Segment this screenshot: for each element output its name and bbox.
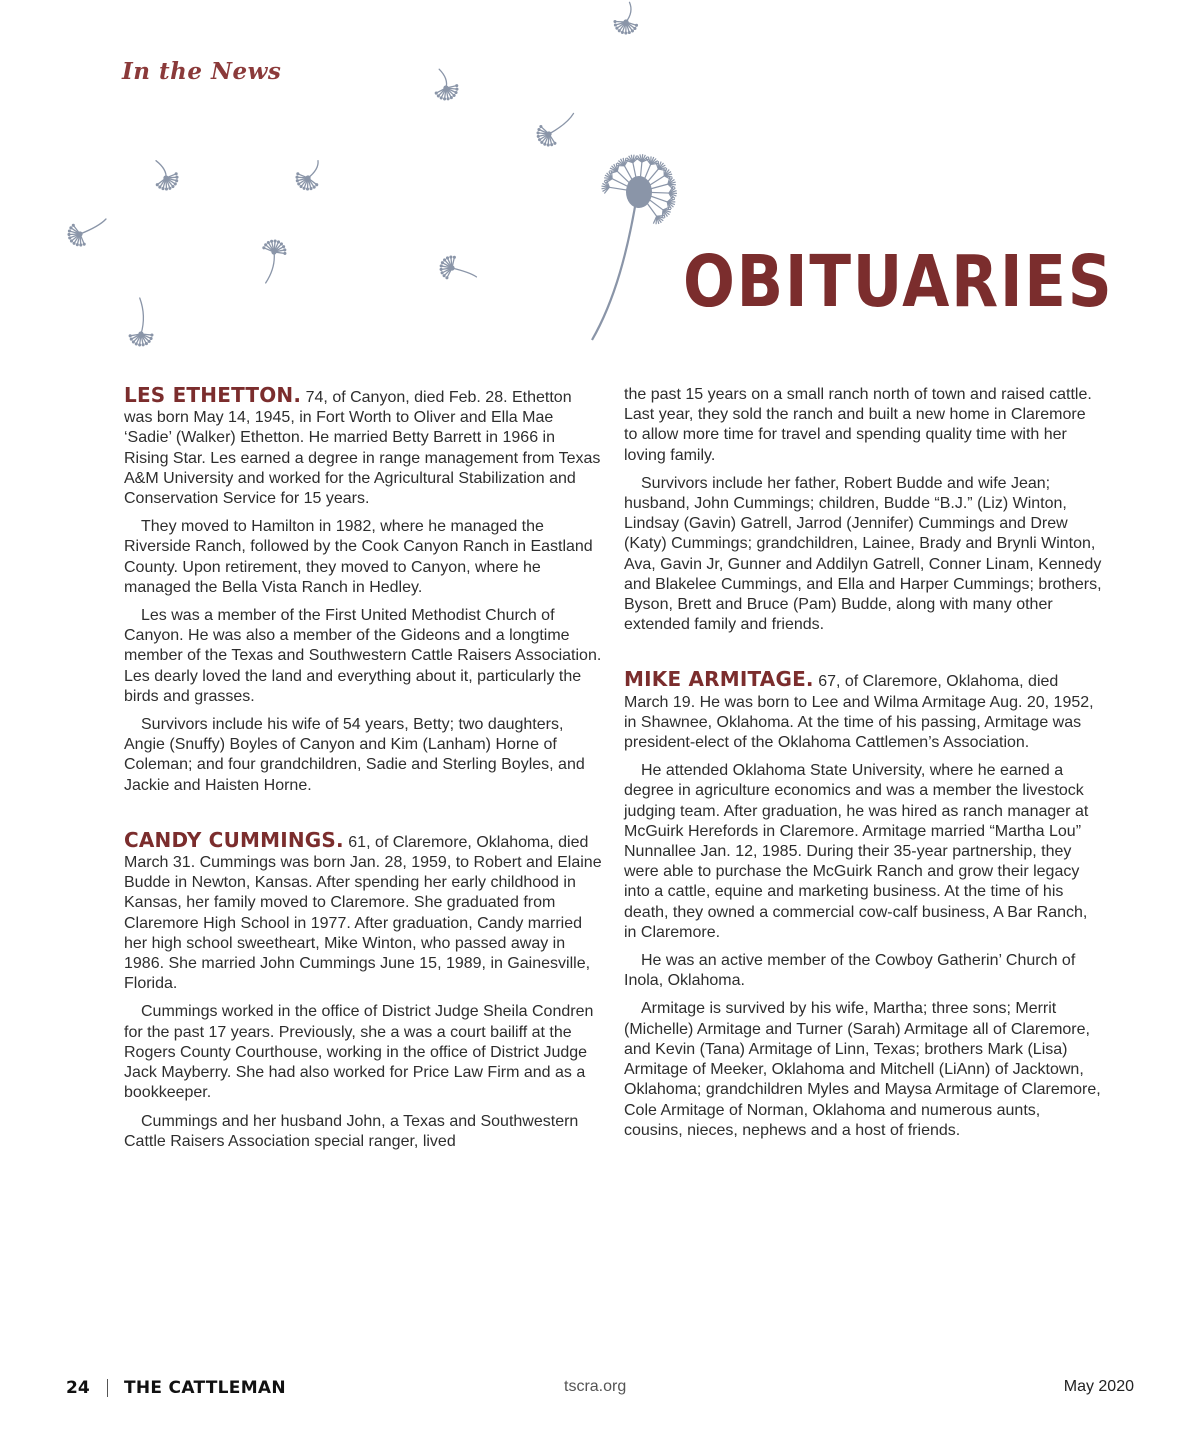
website-link[interactable]: tscra.org [564, 1378, 627, 1395]
dandelion-flower-icon [592, 154, 677, 340]
dandelion-seed-icon [129, 298, 153, 346]
obituary-les-ethetton [124, 385, 602, 509]
dandelion-seed-icon [68, 219, 106, 246]
paragraph: He was an active member of the Cowboy Gatherin’ Church of Inola, Oklahoma. [624, 952, 1076, 990]
paragraph: Cummings and her husband John, a Texas and Southwestern Cattle Raisers Association special ranger, lived [124, 1112, 579, 1150]
dandelion-seed-icon [537, 113, 573, 145]
left-column [124, 385, 602, 1160]
footer-divider [107, 1379, 108, 1397]
dandelion-seed-icon [614, 2, 637, 34]
paragraph: Armitage is survived by his wife, Martha; three sons; Merrit (Michelle) Armitage and Turner (Sarah) Armitage all of Claremore, and Kevin (Tana) Armitage of Linn, Texas; brothers Mark (Lisa) Armitage of Meeker, Oklahoma and Mitchell (LiAnn) of Jacktown, Oklahoma; grandchildren Myles and Maysa Armitage of Claremore, Cole Armitage of Norman, Oklahoma and numerous aunts, cousins, nieces, nephews and a host of friends. [624, 1000, 1101, 1139]
dandelion-seed-icon [263, 240, 286, 283]
paragraph-text: 67, of Claremore, Oklahoma, died March 19. He was born to Lee and Wilma Armitage Aug. 20, 1952, in Shawnee, Oklahoma. At the time of his passing, Armitage was president-elect of the Oklahoma Cattlemen’s Association. [624, 673, 1094, 752]
paragraph: Survivors include his wife of 54 years, Betty; two daughters, Angie (Snuffy) Boyles of Canyon and Kim (Lanham) Horne of Coleman; and four grandchildren, Sadie and Sterling Boyles, and Jackie and Haisten Horne. [124, 716, 585, 794]
obituary-candy-cummings [124, 827, 602, 995]
magazine-name: THE CATTLEMAN [124, 1378, 286, 1398]
paragraph: Les was a member of the First United Methodist Church of Canyon. He was also a member of the Gideons and a longtime member of the Texas and Southwestern Cattle Raisers Association. Les dearly loved the land and everything about it, particularly the birds and grasses. [124, 607, 602, 705]
page-title: OBITUARIES [683, 240, 1114, 323]
section-kicker: In the News [122, 58, 282, 85]
right-column [624, 385, 1102, 1149]
issue-date: May 2020 [1063, 1378, 1134, 1395]
paragraph: Survivors include her father, Robert Budde and wife Jean; husband, John Cummings; children, Budde “B.J.” (Liz) Winton, Lindsay (Gavin) Gatrell, Jarrod (Jennifer) Cummings and Drew (Katy) Cummings; grandchildren, Lainee, Brady and Brynli Winton, Ava, Gavin Jr, Gunner and Addilyn Gatrell, Conner Linam, Kennedy and Blakelee Cummings, and Ella and Harper Cummings; brothers, Byson, Brett and Bruce (Pam) Budde, along with many other extended family and friends. [624, 474, 1102, 634]
dandelion-seed-icon [440, 256, 476, 279]
paragraph-text: 74, of Canyon, died Feb. 28. Ethetton was born May 14, 1945, in Fort Worth to Oliver and Ella Mae ‘Sadie’ (Walker) Ethetton. He married Betty Barrett in 1966 in Rising Star. Les earned a degree in range management from Texas A&M University and worked for the Agricultural Stabilization and Conservation Service for 15 years. [124, 389, 601, 508]
paragraph: the past 15 years on a small ranch north of town and raised cattle. Last year, they sold the ranch and built a new home in Claremore to allow more time for travel and spending quality time with her loving family. [624, 386, 1092, 464]
paragraph: He attended Oklahoma State University, where he earned a degree in agriculture economics and was a member the livestock judging team. After graduation, he was hired as ranch manager at McGuirk Herefords in Claremore. Armitage married “Martha Lou” Nunnallee Jan. 12, 1985. During their 35-year partnership, they were able to purchase the McGuirk Ranch and grow their legacy into a cattle, equine and marketing business. At the time of his death, they owned a commercial cow-calf business, A Bar Ranch, in Claremore. [624, 762, 1089, 941]
paragraph: Cummings worked in the office of District Judge Sheila Condren for the past 17 years. Previously, she a was a court bailiff at the Rogers County Courthouse, working in the office of District Judge Jack Mayberry. She had also worked for Price Law Firm and as a bookkeeper. [124, 1003, 594, 1102]
paragraph-text: 61, of Claremore, Oklahoma, died March 31. Cummings was born Jan. 28, 1959, to Robert and Elaine Budde in Newton, Kansas. After spending her early childhood in Kansas, her family moved to Claremore. She graduated from Claremore High School in 1977. After graduation, Candy married her high school sweetheart, Mike Winton, who passed away in 1986. She married John Cummings June 15, 1989, in Gainesville, Florida. [124, 833, 602, 993]
obituary-name: CANDY CUMMINGS. [124, 827, 344, 852]
paragraph: They moved to Hamilton in 1982, where he managed the Riverside Ranch, followed by the Cook Canyon Ranch in Eastland County. Upon retirement, they moved to Canyon, where he managed the Bella Vista Ranch in Hedley. [124, 518, 593, 596]
obituary-name: MIKE ARMITAGE. [624, 667, 814, 692]
page-footer [0, 1378, 1200, 1402]
dandelion-seed-icon [156, 161, 178, 190]
obituary-name: LES ETHETTON. [124, 383, 302, 407]
page-number: 24 [66, 1378, 90, 1398]
dandelion-seed-icon [296, 161, 318, 190]
dandelion-seed-icon [435, 69, 458, 100]
obituary-mike-armitage [624, 669, 1102, 753]
